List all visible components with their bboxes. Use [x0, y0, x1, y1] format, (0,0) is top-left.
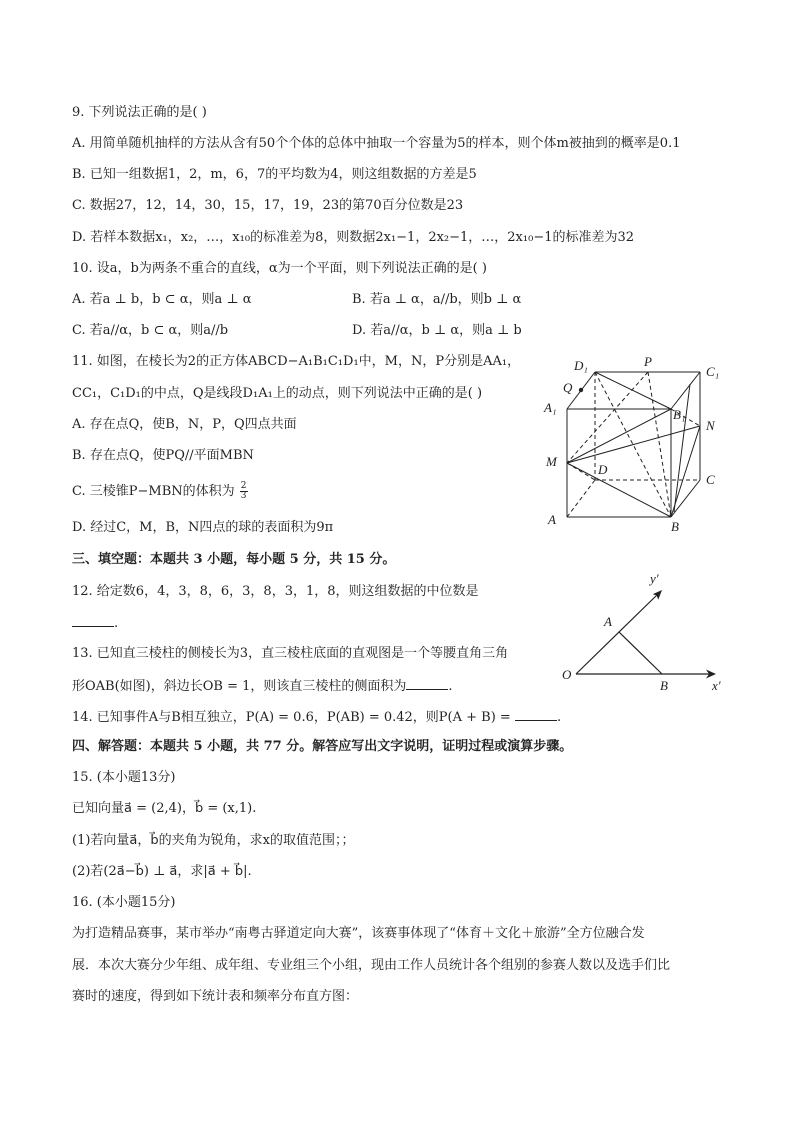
fraction-denominator: 3	[240, 491, 247, 501]
q9-option-a: A. 用简单随机抽样的方法从含有50个个体的总体中抽取一个容量为5的样本，则个体m被抽到的概率是0.1	[72, 136, 681, 151]
section-3-heading: 三、填空题：本题共 3 小题，每小题 5 分，共 15 分。	[72, 552, 396, 567]
label-tri-b: B	[660, 678, 668, 693]
label-b1: B₁	[673, 407, 686, 422]
q13-line2	[72, 677, 453, 695]
q10-option-b: B. 若a ⊥ α，a//b，则b ⊥ α	[352, 292, 522, 307]
y-axis	[576, 592, 660, 674]
q11-option-c-fraction	[240, 482, 248, 501]
q13-answer-blank[interactable]	[406, 677, 448, 690]
q12-answer-blank[interactable]	[72, 614, 114, 627]
q11-option-d: D. 经过C，M，B，N四点的球的表面积为9π	[72, 520, 334, 535]
q10-option-a: A. 若a ⊥ b，b ⊂ α，则a ⊥ α	[72, 292, 252, 307]
q10-stem: 10. 设a，b为两条不重合的直线，α为一个平面，则下列说法正确的是( )	[72, 261, 487, 276]
label-d1: D₁	[574, 358, 588, 373]
label-p: P	[644, 354, 652, 369]
q14-line	[72, 708, 561, 726]
label-b: B	[671, 519, 679, 534]
q15-part2: (2)若(2a⃗−b⃗) ⊥ a⃗，求|a⃗ + b⃗|.	[72, 864, 252, 879]
q11-option-c-text: C. 三棱锥P−MBN的体积为	[72, 484, 235, 499]
cube-figure	[538, 352, 734, 536]
line-c1-b-front	[674, 384, 690, 512]
q16-line2: 展．本次大赛分少年组、成年组、专业组三个小组，现由工作人员统计各个组别的参赛人数以及选手们比	[72, 958, 671, 973]
point-q-dot	[579, 388, 583, 392]
edge-c1-b1	[671, 372, 700, 409]
q15-part1: (1)若向量a⃗，b⃗的夹角为锐角，求x的取值范围；；	[72, 833, 355, 848]
q11-option-b: B. 存在点Q，使PQ//平面MBN	[72, 448, 254, 463]
q11-stem-line2: CC₁，C₁D₁的中点，Q是线段D₁A₁上的动点，则下列说法中正确的是( )	[72, 386, 483, 401]
label-c: C	[706, 472, 715, 487]
section-4-heading: 四、解答题：本题共 5 小题，共 77 分。解答应写出文字说明，证明过程或演算步骤。	[72, 739, 573, 754]
fraction-numerator: 2	[240, 481, 247, 491]
q16-line1: 为打造精品赛事，某市举办“南粤古驿道定向大赛”，该赛事体现了“体育＋文化＋旅游”全方位融合发	[72, 926, 645, 941]
q16-header: 16. (本小题15分)	[72, 895, 176, 910]
q12-answer-line	[72, 614, 118, 632]
line-d1-b1	[595, 372, 671, 409]
side-a-b	[619, 632, 662, 674]
q13-line1: 13. 已知直三棱柱的侧棱长为3，直三棱柱底面的直观图是一个等腰直角三角	[72, 646, 509, 661]
line-p-b	[648, 372, 671, 517]
q10-option-d: D. 若a//α，b ⊥ α，则a ⊥ b	[352, 323, 522, 338]
q12-text: 12. 给定数6，4，3，8，6，3，8，3，1，8，则这组数据的中位数是	[72, 584, 479, 599]
label-tri-o: O	[562, 667, 572, 682]
q11-stem-line1: 11. 如图，在棱长为2的正方体ABCD−A₁B₁C₁D₁中，M，N，P分别是AA₁，	[72, 354, 521, 369]
label-d: D	[598, 462, 608, 477]
label-q: Q	[563, 380, 573, 395]
label-c1: C₁	[706, 364, 720, 379]
q9-stem: 9. 下列说法正确的是( )	[72, 105, 207, 120]
q15-given: 已知向量a⃗ = (2,4)，b⃗ = (x,1).	[72, 801, 257, 816]
label-n: N	[706, 418, 715, 433]
triangle-figure	[556, 570, 740, 694]
edge-a-d	[567, 480, 595, 517]
q13-tail: .	[448, 679, 453, 694]
q10-option-c: C. 若a//α，b ⊂ α，则a//b	[72, 323, 229, 338]
q12-tail: .	[114, 616, 119, 631]
label-m: M	[546, 454, 557, 469]
label-y-prime: y′	[650, 571, 659, 586]
q11-option-a: A. 存在点Q，使B，N，P，Q四点共面	[72, 417, 297, 432]
q16-line3: 赛时的速度，得到如下统计表和频率分布直方图：	[72, 989, 359, 1004]
q13-line2-text: 形OAB(如图)，斜边长OB = 1，则该直三棱柱的侧面积为	[72, 679, 407, 694]
label-tri-a: A	[604, 614, 612, 629]
q9-option-d: D. 若样本数据x₁，x₂，…，x₁₀的标准差为8，则数据2x₁−1，2x₂−1，…，2x₁₀−1的标准差为32	[72, 230, 635, 245]
q9-option-b: B. 已知一组数据1，2，m，6，7的平均数为4，则这组数据的方差是5	[72, 167, 477, 182]
q14-text: 14. 已知事件A与B相互独立，P(A) = 0.6，P(AB) = 0.42，则P(A + B) =	[72, 710, 511, 725]
q14-answer-blank[interactable]	[515, 708, 557, 721]
label-a1: A₁	[544, 400, 557, 415]
line-m-n	[567, 426, 700, 463]
q14-tail: .	[556, 710, 562, 725]
q9-option-c: C. 数据27，12，14，30，15，17，19，23的第70百分位数是23	[72, 198, 464, 213]
q15-header: 15. (本小题13分)	[72, 770, 176, 785]
label-x-prime: x′	[712, 678, 721, 693]
line-m-b	[567, 463, 671, 517]
q11-option-c	[72, 482, 248, 501]
label-a: A	[548, 512, 556, 527]
